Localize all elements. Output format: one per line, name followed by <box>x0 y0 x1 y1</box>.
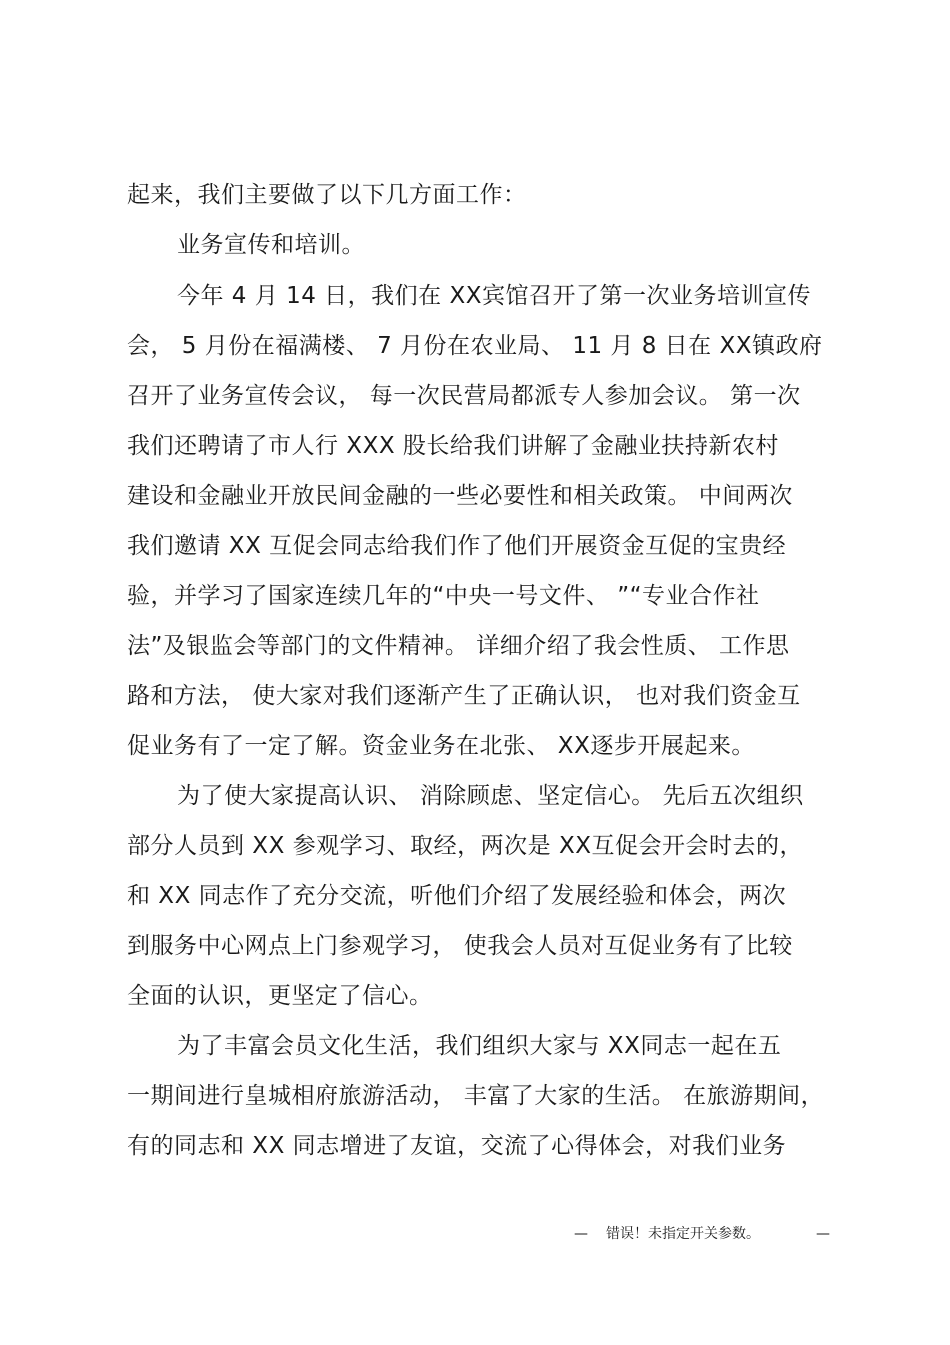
paragraph-line: 我们还聘请了市人行 XXX 股长给我们讲解了金融业扶持新农村 <box>127 433 779 459</box>
paragraph-line: 一期间进行皇城相府旅游活动， 丰富了大家的生活。 在旅游期间， <box>127 1083 825 1109</box>
paragraph-line: 今年 4 月 14 日，我们在 XX宾馆召开了第一次业务培训宣传 <box>177 283 811 309</box>
paragraph-line: 到服务中心网点上门参观学习， 使我会人员对互促业务有了比较 <box>127 933 793 959</box>
paragraph-line: 有的同志和 XX 同志增进了友谊，交流了心得体会，对我们业务 <box>127 1133 787 1159</box>
paragraph-line: 会， 5 月份在福满楼、 7 月份在农业局、 11 月 8 日在 XX镇政府 <box>127 333 823 359</box>
paragraph-line: 验，并学习了国家连续几年的“中央一号文件、 ”“专业合作社 <box>127 583 760 609</box>
footer-dash-right: — <box>816 1226 830 1242</box>
paragraph-line: 和 XX 同志作了充分交流，听他们介绍了发展经验和体会，两次 <box>127 883 787 909</box>
paragraph-line: 路和方法， 使大家对我们逐渐产生了正确认识， 也对我们资金互 <box>127 683 801 709</box>
paragraph-line: 促业务有了一定了解。资金业务在北张、 XX逐步开展起来。 <box>127 733 755 759</box>
paragraph-line: 部分人员到 XX 参观学习、取经，两次是 XX互促会开会时去的， <box>127 833 803 859</box>
footer-dash-left: — <box>574 1226 588 1242</box>
paragraph-line: 召开了业务宣传会议， 每一次民营局都派专人参加会议。 第一次 <box>127 383 801 409</box>
paragraph-line: 为了使大家提高认识、 消除顾虑、坚定信心。 先后五次组织 <box>177 783 804 809</box>
paragraph-line: 起来，我们主要做了以下几方面工作： <box>127 182 527 208</box>
paragraph-line: 为了丰富会员文化生活，我们组织大家与 XX同志一起在五 <box>177 1033 782 1059</box>
footer-error-text: 错误！未指定开关参数。 <box>606 1226 760 1242</box>
paragraph-line: 法”及银监会等部门的文件精神。 详细介绍了我会性质、 工作思 <box>127 633 790 659</box>
section-heading: 业务宣传和培训。 <box>177 232 365 258</box>
paragraph-line: 建设和金融业开放民间金融的一些必要性和相关政策。 中间两次 <box>127 483 793 509</box>
paragraph-line: 我们邀请 XX 互促会同志给我们作了他们开展资金互促的宝贵经 <box>127 533 787 559</box>
paragraph-line: 全面的认识，更坚定了信心。 <box>127 983 433 1009</box>
